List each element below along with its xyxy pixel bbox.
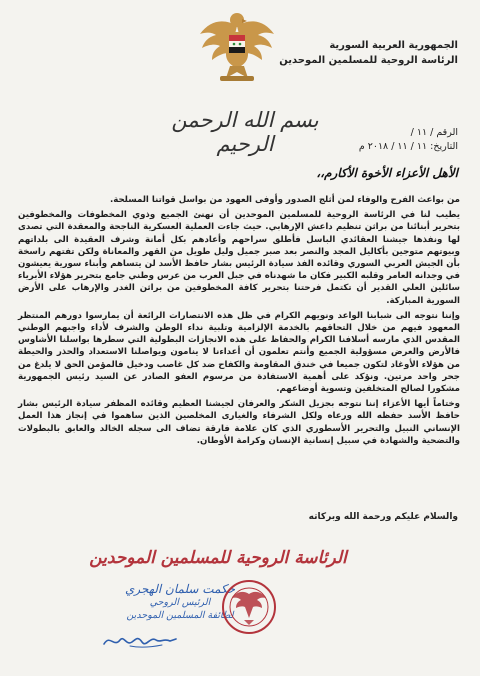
reference-block [258,126,458,154]
handwritten-signature-icon [100,630,180,652]
letter-body [18,194,460,450]
stamp-org: لطائفة المسلمين الموحدين [126,610,234,621]
letterhead [258,38,458,68]
official-seal-icon [220,578,278,636]
signature-title: الرئاسة الروحية للمسلمين الموحدين [89,548,347,568]
stamp-role: الرئيس الروحي [149,597,211,608]
basmala-calligraphy: بسم الله الرحمن الرحيم [171,108,319,156]
paragraph: يطيب لنا في الرئاسة الروحية للمسلمين الموحدين أن نهنئ الجميع وذوي المخطوفات والمخطوفين بتحرير أبنائنا من براثن تنظيم داعش الإرهابي. حيث جاءت العملية العسكرية الناجحة والمعقدة التي تصدى لها ونفذها جيشنا العقائدي الباسل فأطلق سراحهم وأعادهم بكل أمانة وشرف العقيدة الى بلداتهم وبيوتهم متوجين بأكاليل المجد والنصر بعد صبر جميل وليل طويل من القهر والمعاناة ولكن تفتهم راسخة بأن الجيش العربي السوري وقائده الفذ سيادة الرئيس بشار حافظ الأسد لن يتساهم وأبناء سورية يعيشون في وجدانه العامر وقلبه الكبير فكان ما شهدناه في جبل العرب من عرس وطني جامع بتحرير هؤلاء الأبرياء سائلين العلي القدير أن تكتمل فرحتنا بتحرير كافة المخطوفين من براثن الغدر والإرهاب على الأرض السورية المباركة. [18,210,460,306]
closing-greeting: والسلام عليكم ورحمة الله وبركاته [308,512,458,522]
letterhead-country: الجمهورية العربية السورية [329,40,458,51]
paragraph: وختاماً أيها الأعزاء إننا نتوجه بجزيل الشكر والعرفان لجيشنا العظيم وقائده المظفر سيادة الرئيس بشار حافظ الأسد حفظه الله ورعاه ولكل الشرفاء والغيارى المخلصين الذين ساهموا في إنجاز هذا العمل الإنساني النبيل والتحرير الأسطوري الذي كان علامة فارقة تضاف الى سجله الخالد والعابق بالبطولات والتضحية والشهادة في سبيل إنسانية الإنسان وكرامة الأوطان. [18,399,460,446]
salutation: الأهل الأعزاء الأخوة الأكارم،، [316,166,458,180]
letterhead-office: الرئاسة الروحية للمسلمين الموحدين [279,55,458,66]
reference-date: التاريخ: ١١ / ١١ / ٢٠١٨ م [358,141,458,152]
stamp-name: حكمت سلمان الهجري [124,582,236,596]
paragraph: وإننا نتوجه الى شبابنا الواعد ونويهم الكرام في ظل هذه الانتصارات الرائعة أن يمارسوا دورهم المنتظر المعهود فيهم من خلال التحاقهم بالخدمة الإلزامية وتلبية نداء الوطن والشرف لأداء واجبهم الوطني المقدس الذي مارسه أسلافنا الكرام والحفاظ على هذه الانجازات البطولية التي سطرها بواسلنا الأشاوس فالأرض والعرض مسؤولية الجميع وأنتم تعلمون أن أعداءنا لا ينامون ويواصلنا الاستعداد والحذر والحيطة من هؤلاء الأوغاد لتكون جميعا في خندق المقاومة والكفاح ضد كل غاصب ودخيل فالمؤمن الحق لا يلدغ من جحر واحد مرتين. ونؤكد على أهمية الاستفادة من مرسوم العفو الصادر عن السيد رئيس الجمهورية مشكورا لصالح المتخلفين وتسوية أوضاعهم. [18,310,460,395]
reference-number: الرقم / ١١ / [410,127,458,138]
paragraph: من بواعث الفرح والوفاء لمن أثلج الصدور وأوفى العهود من بواسل قواتنا المسلحة. [110,195,460,205]
